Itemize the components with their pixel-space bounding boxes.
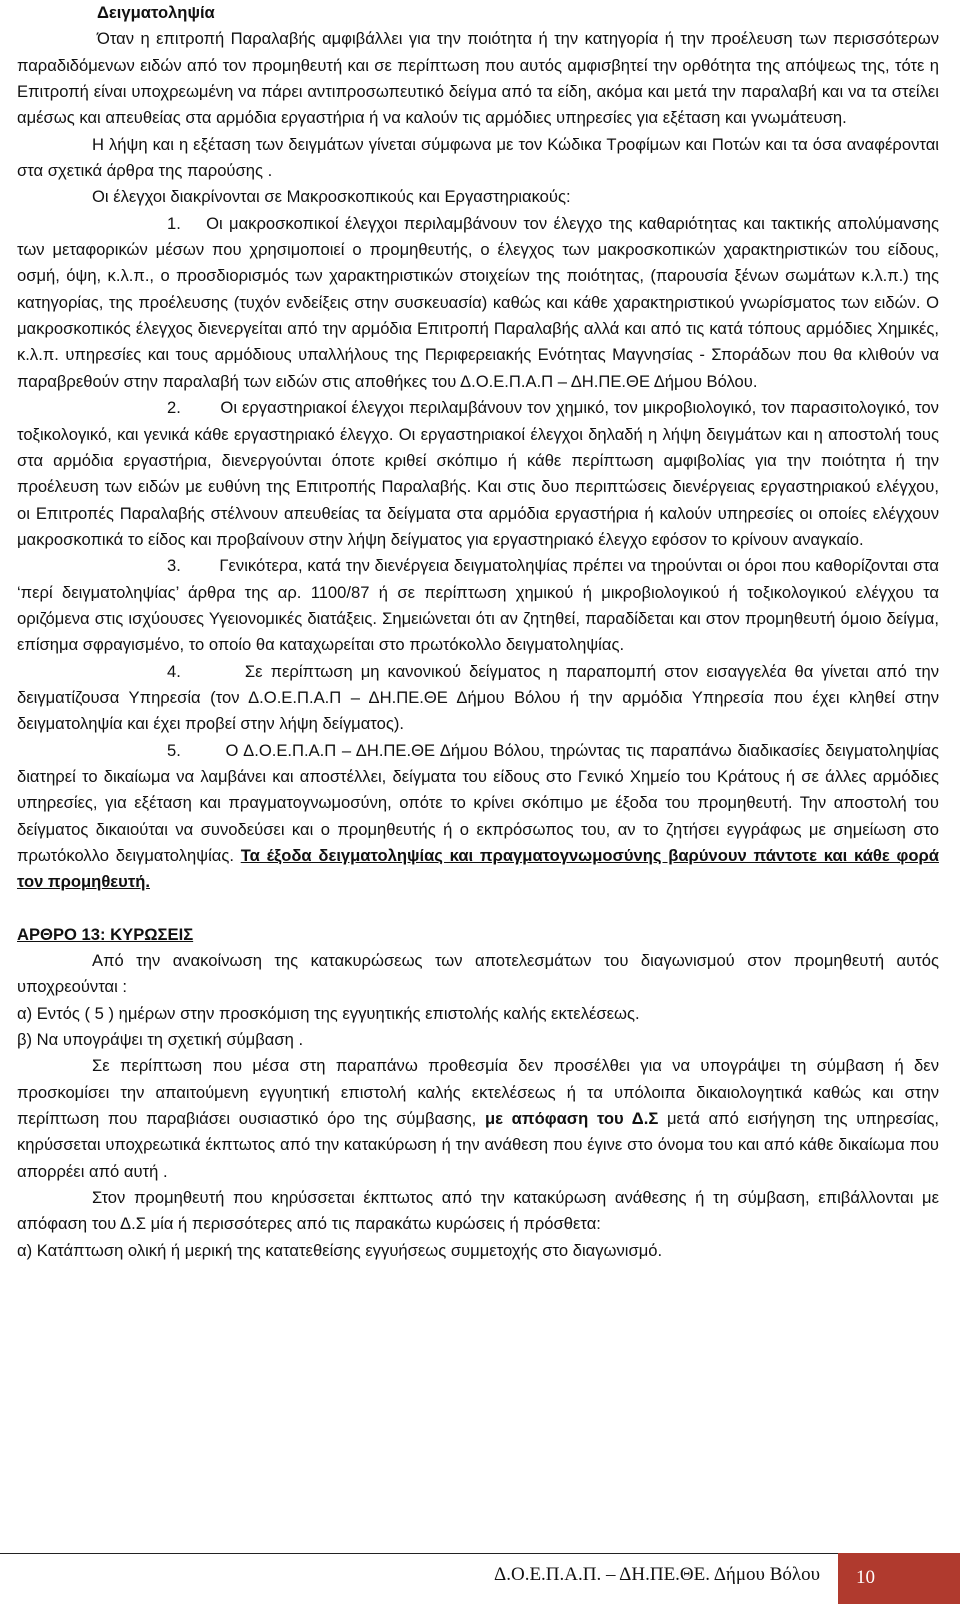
obligation-a: α) Εντός ( 5 ) ημέρων στην προσκόμιση της εγγυητικής επιστολής καλής εκτελέσεως. [17, 1003, 640, 1023]
list-item-organization-rights [17, 738, 939, 896]
page-number-badge [838, 1553, 960, 1604]
page-number: 10 [856, 1567, 875, 1589]
footer-divider [0, 1553, 960, 1554]
list-number: 1. [167, 213, 181, 233]
article-heading: ΑΡΘΡΟ 13: ΚΥΡΩΣΕΙΣ [17, 924, 194, 944]
list-item-text: Γενικότερα, κατά την διενέργεια δειγματοληψίας πρέπει να τηρούνται οι όροι που καθορίζονται στα ‘περί δειγματοληψίας’ άρθρα της αρ. 1100/87 ή σε περίπτωση χημικού ή μικροβιολογικού ή τοξικολογικού ελέγχου τα οριζόμενα στις ισχύουσες Υγειονομικές διατάξεις. Σημειώνεται ότι αν ζητηθεί, παραδίδεται και στον προμηθευτή όμοιο δείγμα, επίσημα σφραγισμένο, το οποίο θα καταχωρείται στο πρωτόκολλο δειγματοληψίας. [17, 556, 939, 655]
footer-organization: Δ.Ο.Ε.Π.Α.Π. – ΔΗ.ΠΕ.ΘΕ. Δήμου Βόλου [494, 1564, 820, 1585]
failure-case-text: Σε περίπτωση που μέσα στη παραπάνω προθεσμία δεν προσέλθει για να υπογράψει τη σύμβαση ή δεν προσκομίσει την απαιτούμενη εγγυητική επιστολή καλής εκτελέσεως ή τα υπόλοιπα δικαιολογητικά καθώς και στην περίπτωση που παραβιάσει ουσιαστικό όρο της σύμβασης, [17, 1056, 939, 1129]
list-item-text: Ο Δ.Ο.Ε.Π.Α.Π – ΔΗ.ΠΕ.ΘΕ Δήμου Βόλου, τηρώντας τις παραπάνω διαδικασίες δειγματοληψίας διατηρεί το δικαίωμα να λαμβάνει και αποστέλλει, δείγματα του είδους στο Γενικό Χημείο του Κράτους ή σε άλλες αρμόδιες υπηρεσίες, για εξέταση και πραγματογνωμοσύνη, οπότε το κρίνει σκόπιμο με έξοδα του προμηθευτή. Την αποστολή του δείγματος δικαιούται να συνοδεύσει και ο προμηθευτής ή ο εκπρόσωπος του, αν το ζητήσει εγγράφως με σημείωση στο πρωτόκολλο δειγματοληψίας. [17, 740, 939, 865]
list-item-text: Οι εργαστηριακοί έλεγχοι περιλαμβάνουν τον χημικό, τον μικροβιολογικό, τον παρασιτολογικό, τον τοξικολογικό, και γενικά κάθε εργαστηριακό έλεγχο. Οι εργαστηριακοί έλεγχοι δηλαδή η λήψη δειγμάτων και η αποστολή τους στα αρμόδια εργαστήρια, διενεργούνται όποτε κριθεί σκόπιμο ή κάθε περίπτωση αμφιβολίας για την ποιότητα ή την προέλευση των ειδών με ευθύνη της Επιτροπής Παραλαβής. Και στις δυο περιπτώσεις διενέργειας εργαστηριακού ελέγχου, οι Επιτροπές Παραλαβής στέλνουν απευθείας τα δείγματα στα αρμόδια εργαστήρια ή καλούν υπηρεσίες οι οποίες ελέγχουν μακροσκοπικά το είδος και προβαίνουν στην λήψη δείγματος για εργαστηριακό έλεγχο εφόσον το κρίνουν αναγκαίο. [17, 398, 939, 549]
section-title: Δειγματοληψία [97, 3, 215, 22]
paragraph-checks-types: Οι έλεγχοι διακρίνονται σε Μακροσκοπικούς και Εργαστηριακούς: [92, 187, 571, 207]
paragraph-doubt: Όταν η επιτροπή Παραλαβής αμφιβάλλει για την ποιότητα ή την κατηγορία ή την προέλευση των περισσότερων παραδιδόμενων ειδών από τον προμηθευτή και σε περίπτωση που αυτός αμφισβητεί την ορθότητα της απόψεως της, τότε η Επιτροπή είναι υποχρεωμένη να πάρει αντιπροσωπευτικό δείγμα από τα είδη, ακόμα και μετά την παραλαβή και να τα στείλει αμέσως και απευθείας στα αρμόδια εργαστήρια ή να καλούν τις αρμόδιες υπηρεσίες για εξέταση και γνωμάτευση. [17, 29, 939, 128]
costs-notice: Τα έξοδα δειγματοληψίας και πραγματογνωμοσύνης βαρύνουν πάντοτε και κάθε φορά τον προμηθευτή. [17, 846, 939, 892]
list-item-text: Οι μακροσκοπικοί έλεγχοι περιλαμβάνουν τον έλεγχο της καθαριότητας και τακτικής απολύμανσης των μεταφορικών μέσων που χρησιμοποιεί ο προμηθευτής, ο έλεγχος των μακροσκοπικών χαρακτηριστικών του είδους, οσμή, όψη, κ.λ.π., ο προσδιορισμός των χαρακτηριστικών στοιχείων της ποιότητας, (παρουσία ξένων σωμάτων κ.λ.π.) της κατηγορίας, της προέλευσης (τυχόν ενδείξεις στην συσκευασία) καθώς και κάθε χαρακτηριστικού γνωρίσματος των ειδών. Ο μακροσκοπικός έλεγχος διενεργείται από την αρμόδια Επιτροπή Παραλαβής αλλά και από τις κατά τόπους αρμόδιες Χημικές, κ.λ.π. υπηρεσίες και τους αρμόδιους υπαλλήλους της Περιφερειακής Ενότητας Μαγνησίας - Σποράδων που θα κλιθούν να παραβρεθούν στην παραλαβή των ειδών στις αποθήκες του Δ.Ο.Ε.Π.Α.Π – ΔΗ.ΠΕ.ΘΕ Δήμου Βόλου. [17, 213, 939, 391]
list-number: 3. [167, 556, 181, 576]
board-decision: με απόφαση του Δ.Σ [484, 1109, 659, 1129]
paragraph-sanctions: Στον προμηθευτή που κηρύσσεται έκπτωτος από την κατακύρωση ανάθεσης ή τη σύμβαση, επιβάλλονται με απόφαση του Δ.Σ μία ή περισσότερες από τις παρακάτω κυρώσεις ή πρόσθετα: [17, 1188, 939, 1234]
paragraph-sampling-code: Η λήψη και η εξέταση των δειγμάτων γίνεται σύμφωνα με τον Κώδικα Τροφίμων και Ποτών και τα όσα αναφέρονται στα σχετικά άρθρα της παρούσης . [17, 134, 939, 181]
list-item-laboratory [17, 395, 939, 553]
failure-case-consequence: μετά από εισήγηση της υπηρεσίας, κηρύσσεται υποχρεωτικά έκπτωτος από την κατακύρωση ή την ανάθεση που έγινε στο όνομα του και από κάθε δικαίωμα που απορρέει από αυτή . [17, 1109, 939, 1181]
list-item-abnormal-sample [17, 659, 939, 738]
list-item-general [17, 553, 939, 658]
list-item-text: Σε περίπτωση μη κανονικού δείγματος η παραπομπή στον εισαγγελέα θα γίνεται από την δειγματίζουσα Υπηρεσία (τον Δ.Ο.Ε.Π.Α.Π – ΔΗ.ΠΕ.ΘΕ Δήμου Βόλου ή την αρμόδια Υπηρεσία που έχει κληθεί στην δειγματοληψία και έχει προβεί στην λήψη δείγματος). [17, 661, 939, 734]
list-number: 4. [167, 661, 181, 681]
document-body [17, 0, 939, 1264]
list-item-macroscopic [17, 211, 939, 395]
paragraph-failure-case [17, 1053, 939, 1185]
obligation-b: β) Να υπογράψει τη σχετική σύμβαση . [17, 1030, 304, 1050]
spacer [17, 896, 939, 922]
list-number: 5. [167, 740, 181, 760]
article-intro: Από την ανακοίνωση της κατακυρώσεως των αποτελεσμάτων του διαγωνισμού στον προμηθευτή αυτός υποχρεούνται : [17, 951, 939, 997]
list-number: 2. [167, 398, 181, 418]
sanction-a: α) Κατάπτωση ολική ή μερική της κατατεθείσης εγγυήσεως συμμετοχής στο διαγωνισμό. [17, 1240, 663, 1260]
